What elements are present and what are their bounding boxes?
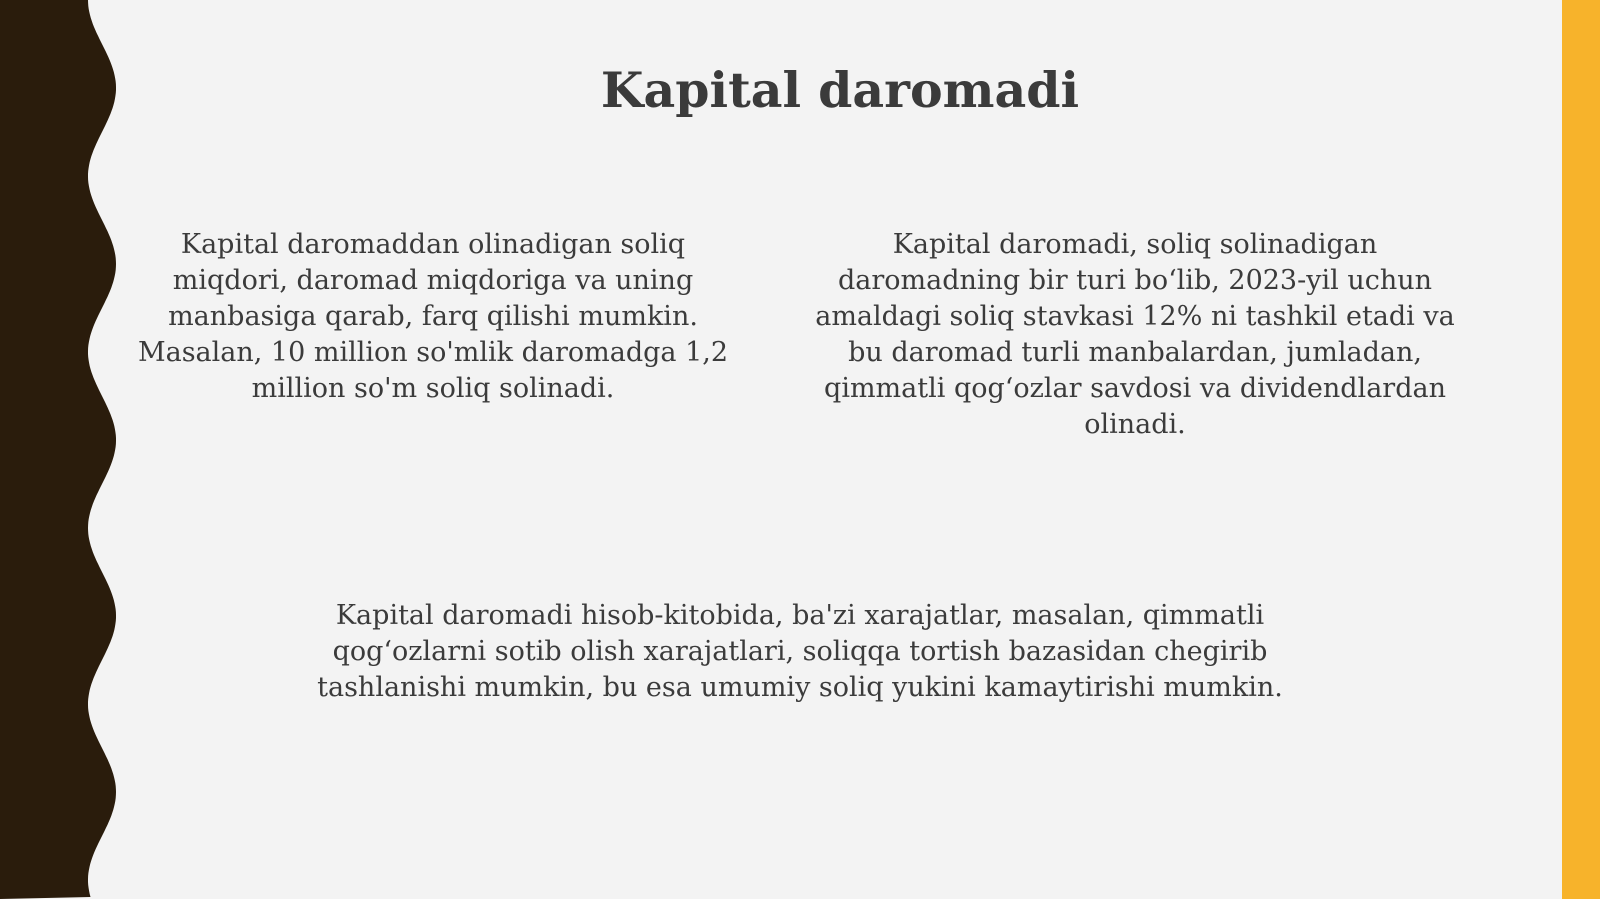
- bottom-text-block: Kapital daromadi hisob-kitobida, ba'zi xarajatlar, masalan, qimmatli qog‘ozlarni sotib olish xarajatlari, soliqqa tortish bazasidan chegirib tashlanishi mumkin, bu esa umumiy soliq yukini kamaytirishi mumkin.: [317, 600, 1283, 703]
- accent-bar-right: [1562, 0, 1600, 899]
- right-text-block: Kapital daromadi, soliq solinadigan daromadning bir turi bo‘lib, 2023-yil uchun amaldagi soliq stavkasi 12% ni tashkil etadi va bu daromad turli manbalardan, jumladan, qimmatli qog‘ozlar savdosi va dividendlardan olinadi.: [815, 229, 1455, 440]
- wavy-left-border: [0, 0, 130, 899]
- slide-title: Kapital daromadi: [600, 61, 1080, 119]
- left-text-block: Kapital daromaddan olinadigan soliq miqdori, daromad miqdoriga va uning manbasiga qarab, farq qilishi mumkin. Masalan, 10 million so'mlik daromadga 1,2 million so'm soliq solinadi.: [137, 229, 729, 404]
